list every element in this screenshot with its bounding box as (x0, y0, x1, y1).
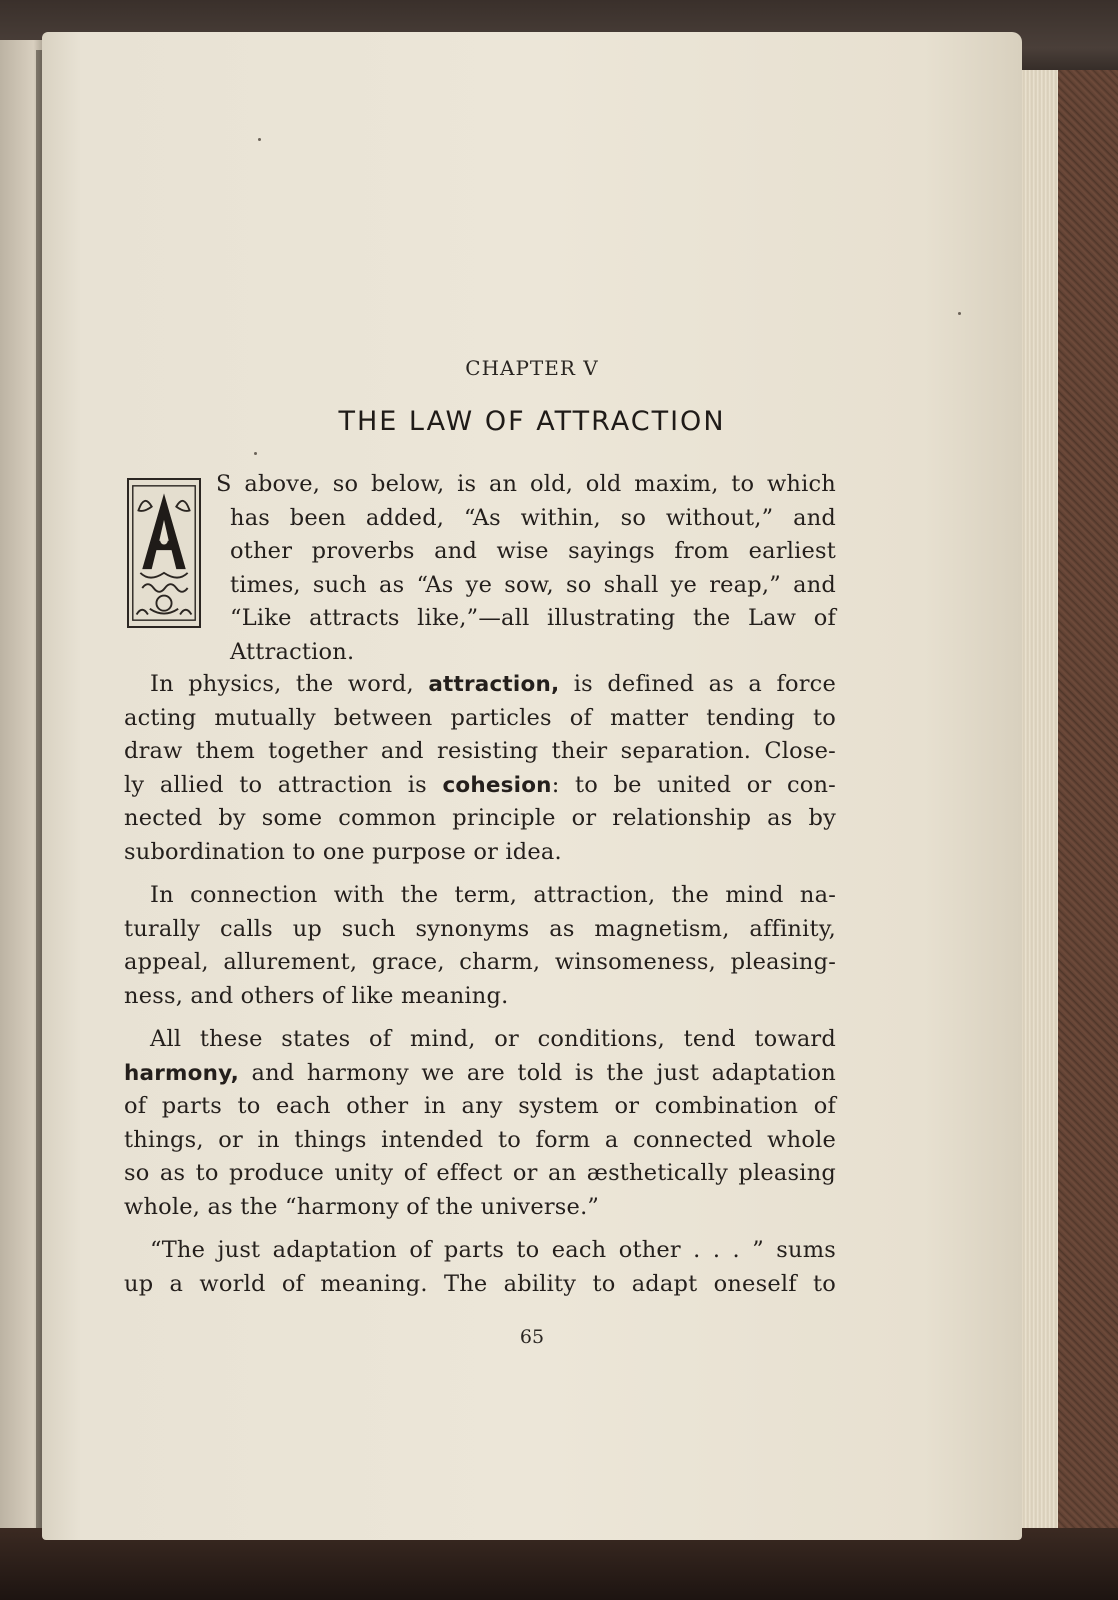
paper-speck (958, 312, 961, 315)
text-line (124, 769, 836, 803)
book-page (42, 32, 1022, 1540)
body-text (124, 468, 836, 1301)
paragraph (124, 879, 836, 1013)
bold-term: cohesion (442, 772, 552, 798)
bold-term: harmony, (124, 1060, 240, 1086)
text-line: times, such as “As ye sow, so shall ye reap,” and (230, 571, 836, 598)
text-line: things, or in things intended to form a connected whole (124, 1126, 836, 1153)
paragraph (124, 1234, 836, 1301)
drop-cap-ornament (129, 480, 199, 626)
ornamental-drop-cap (127, 478, 201, 628)
text-run: ly allied to attraction is (124, 771, 443, 798)
chapter-label: CHAPTER V (465, 356, 599, 380)
opening-paragraph (124, 468, 836, 665)
text-line: other proverbs and wise sayings from earliest (230, 538, 836, 564)
text-line: subordination to one purpose or idea. (124, 838, 562, 865)
text-line: acting mutually between particles of matter tending to (124, 704, 836, 731)
text-line: S above, so below, is an old, old maxim, to which (216, 471, 836, 497)
text-line: ness, and others of like meaning. (124, 982, 509, 1009)
text-line: All these states of mind, or conditions, tend toward (150, 1026, 836, 1052)
text-line: turally calls up such synonyms as magnetism, affinity, (124, 915, 836, 942)
paper-speck (254, 452, 257, 455)
text-run: : to be united or con- (551, 771, 836, 798)
text-line: of parts to each other in any system or combination of (124, 1093, 836, 1119)
text-line: so as to produce unity of effect or an æsthetically pleasing (124, 1160, 836, 1186)
text-line: draw them together and resisting their separation. Close- (124, 738, 836, 764)
paragraph (124, 1023, 836, 1224)
paper-speck (258, 138, 261, 141)
text-line (124, 1057, 836, 1091)
text-line: “The just adaptation of parts to each other . . . ” sums (150, 1237, 836, 1263)
paragraph (124, 668, 836, 869)
text-run: and harmony we are told is the just adaptation (239, 1059, 836, 1086)
text-line: up a world of meaning. The ability to adapt oneself to (124, 1270, 836, 1297)
book-spine (1052, 70, 1118, 1530)
text-line: whole, as the “harmony of the universe.” (124, 1193, 600, 1220)
chapter-title: THE LAW OF ATTRACTION (338, 406, 726, 437)
text-line: “Like attracts like,”—all illustrating the Law of (230, 605, 836, 631)
bold-term: attraction, (428, 672, 560, 697)
text-line (124, 668, 836, 702)
text-line: Attraction. (230, 638, 355, 665)
text-line: nected by some common principle or relationship as by (124, 805, 836, 831)
text-run: In physics, the word, (150, 671, 429, 697)
text-line: has been added, “As within, so without,” and (230, 504, 836, 531)
text-line: In connection with the term, attraction, the mind na- (150, 882, 836, 908)
drop-cap-paragraph-lines (216, 468, 836, 669)
page-number: 65 (519, 1326, 545, 1348)
text-run: is defined as a force (559, 671, 836, 697)
text-line: appeal, allurement, grace, charm, winsomeness, pleasing- (124, 949, 836, 975)
